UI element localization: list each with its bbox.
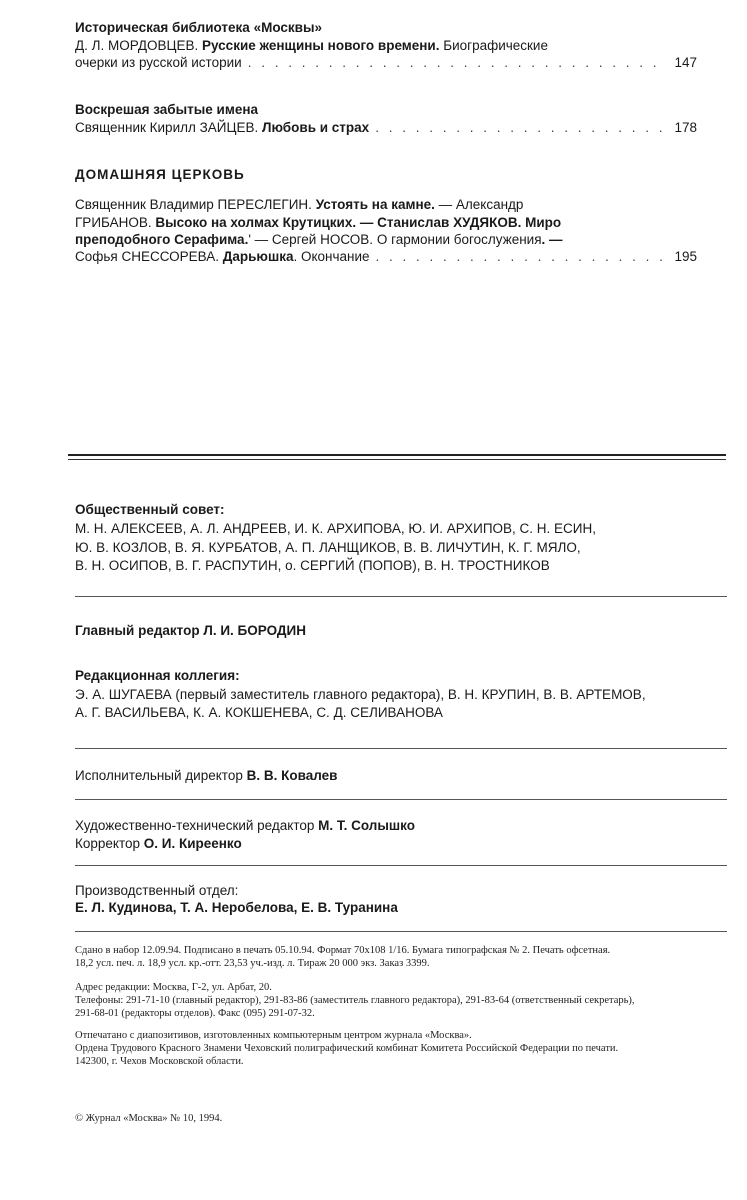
page-number: 178 <box>674 120 697 135</box>
council-members-line: М. Н. АЛЕКСЕЕВ, А. Л. АНДРЕЕВ, И. К. АРХИПОВА, Ю. И. АРХИПОВ, С. Н. ЕСИН, <box>75 521 596 536</box>
toc-entry-line: ГРИБАНОВ. Высоко на холмах Крутицких. — Станислав ХУДЯКОВ. Миро <box>75 215 562 230</box>
leader-dots <box>248 54 665 71</box>
board-members-line: Э. А. ШУГАЕВА (первый заместитель главного редактора), В. Н. КРУПИН, В. В. АРТЕМОВ, <box>75 687 646 702</box>
section-heading: ДОМАШНЯЯ ЦЕРКОВЬ <box>75 167 245 182</box>
page-number: 147 <box>674 55 697 70</box>
divider <box>75 799 727 800</box>
board-members-line: А. Г. ВАСИЛЬЕВА, К. А. КОКШЕНЕВА, С. Д. СЕЛИВАНОВА <box>75 705 443 720</box>
page-number: 195 <box>674 249 697 264</box>
address-line: Телефоны: 291-71-10 (главный редактор), 291-83-86 (заместитель главного редактора), 291-83-64 (ответственный секретарь), <box>75 995 635 1006</box>
toc-entry-line: очерки из русской истории . . . 147 <box>75 54 697 71</box>
chief-editor: Главный редактор Л. И. БОРОДИН <box>75 623 306 638</box>
print-info-line: 18,2 усл. печ. л. 18,9 усл. кр.-отт. 23,53 уч.-изд. л. Тираж 20 000 экз. Заказ 3399. <box>75 958 430 969</box>
board-title: Редакционная коллегия: <box>75 668 240 683</box>
print-info-line: Сдано в набор 12.09.94. Подписано в печать 05.10.94. Формат 70x108 1/16. Бумага типографская № 2. Печать офсетная. <box>75 945 611 956</box>
production-title: Производственный отдел: <box>75 883 239 898</box>
executive-director: Исполнительный директор В. В. Ковалев <box>75 768 338 783</box>
divider <box>75 865 727 866</box>
section-divider <box>68 459 726 460</box>
printing-plant-line: Ордена Трудового Красного Знамени Чеховский полиграфический комбинат Комитета Российской Федерации по печати. <box>75 1043 619 1054</box>
leader-dots <box>375 119 665 136</box>
art-technical-editor: Художественно-технический редактор М. Т. Солышко <box>75 818 415 833</box>
toc-entry-line: Д. Л. МОРДОВЦЕВ. Русские женщины нового времени. Биографические <box>75 38 548 53</box>
production-staff: Е. Л. Кудинова, Т. А. Неробелова, Е. В. Туранина <box>75 900 398 915</box>
printing-plant-line: 142300, г. Чехов Московской области. <box>75 1056 244 1067</box>
toc-entry-line: Софья СНЕССОРЕВА. Дарьюшка. Окончание . . . 195 <box>75 248 697 265</box>
printing-plant-line: Отпечатано с диапозитивов, изготовленных компьютерным центром журнала «Москва». <box>75 1030 472 1041</box>
council-members-line: В. Н. ОСИПОВ, В. Г. РАСПУТИН, о. СЕРГИЙ (ПОПОВ), В. Н. ТРОСТНИКОВ <box>75 558 550 573</box>
divider <box>75 596 727 597</box>
section-heading: Историческая библиотека «Москвы» <box>75 20 322 35</box>
toc-entry-line: преподобного Серафима.' — Сергей НОСОВ. О гармонии богослужения. — <box>75 232 563 247</box>
proofreader: Корректор О. И. Киреенко <box>75 836 242 851</box>
council-members-line: Ю. В. КОЗЛОВ, В. Я. КУРБАТОВ, А. П. ЛАНЩИКОВ, В. В. ЛИЧУТИН, К. Г. МЯЛО, <box>75 540 581 555</box>
section-divider <box>68 454 726 456</box>
toc-entry-line: Священник Владимир ПЕРЕСЛЕГИН. Устоять на камне. — Александр <box>75 197 524 212</box>
divider <box>75 931 727 932</box>
address-line: Адрес редакции: Москва, Г-2, ул. Арбат, 20. <box>75 982 272 993</box>
council-title: Общественный совет: <box>75 502 225 517</box>
divider <box>75 748 727 749</box>
address-line: 291-68-01 (редакторы отделов). Факс (095) 291-07-32. <box>75 1008 315 1019</box>
copyright: © Журнал «Москва» № 10, 1994. <box>75 1113 223 1124</box>
toc-entry-line: Священник Кирилл ЗАЙЦЕВ. Любовь и страх . . . 178 <box>75 119 697 136</box>
section-heading: Воскрешая забытые имена <box>75 102 258 117</box>
leader-dots <box>376 248 665 265</box>
